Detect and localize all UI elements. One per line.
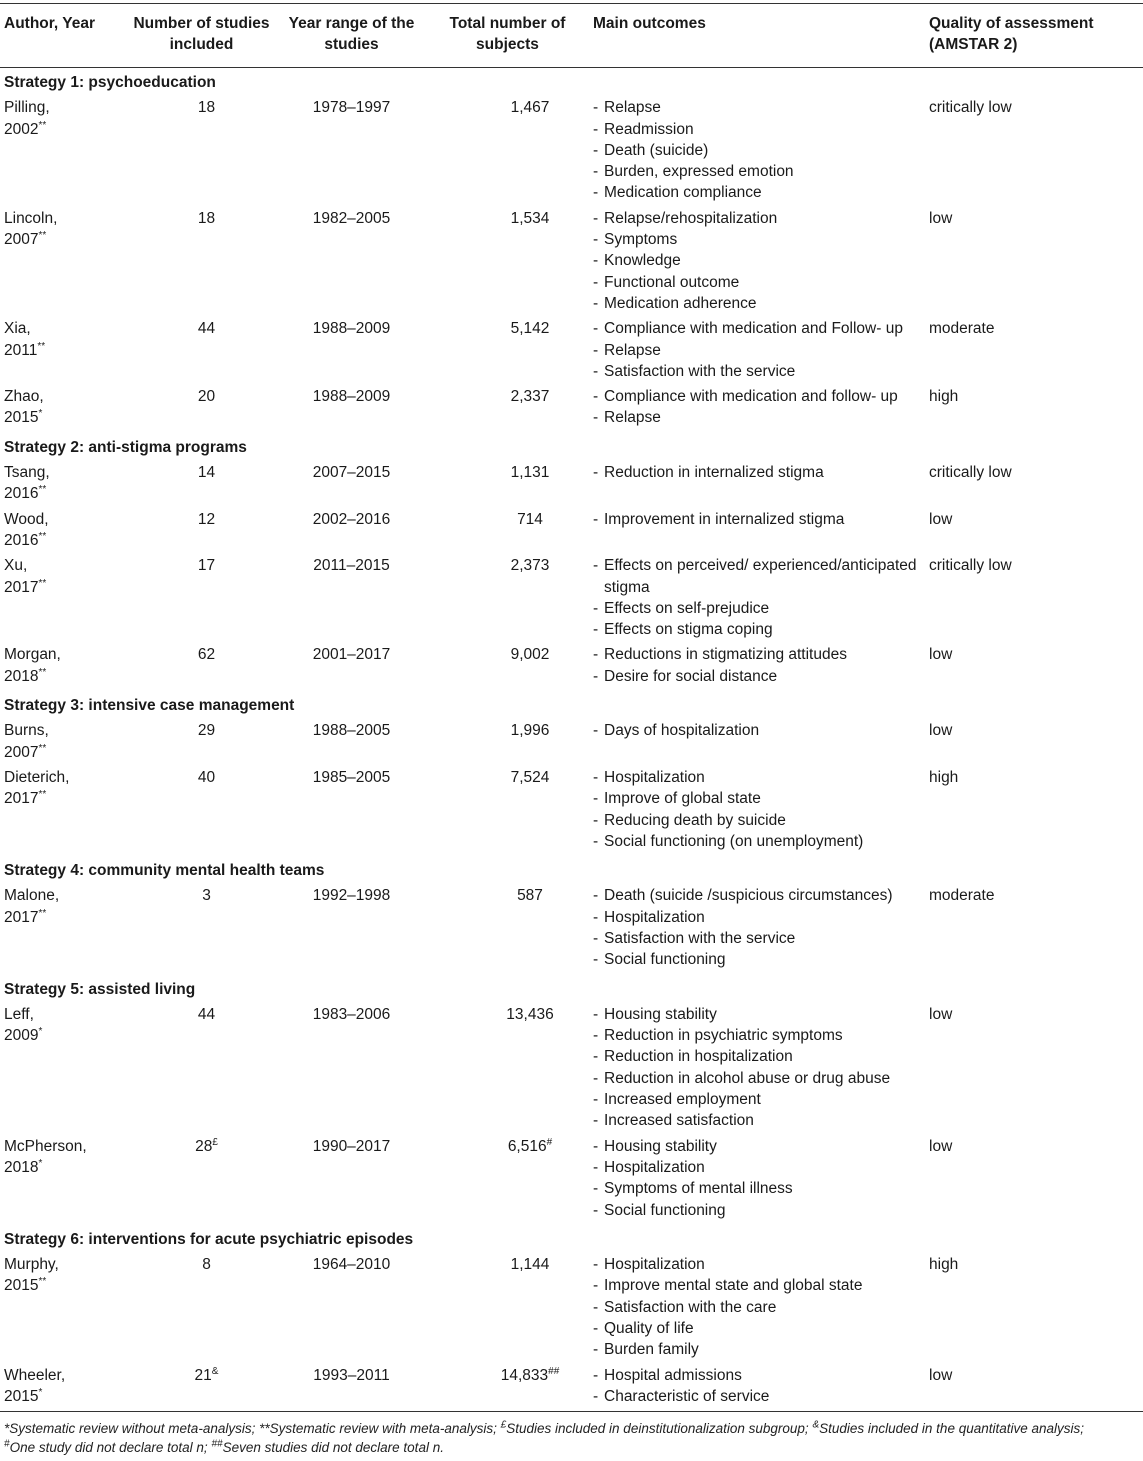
table-row [0, 462, 1143, 509]
author-name: Xia, [4, 320, 31, 338]
outcome-item: - Reduction in hospitalization [591, 1046, 925, 1067]
quality-assessment-cell: low [929, 722, 953, 740]
total-footnote-mark: ## [548, 1365, 560, 1377]
header-main-outcomes: Main outcomes [593, 15, 706, 32]
total-subjects: 1,131 [510, 464, 550, 482]
review-type-mark: ** [38, 530, 47, 542]
strategy-heading-row [0, 68, 1143, 98]
outcome-list [591, 509, 925, 530]
table-header [0, 4, 1143, 68]
number-of-studies-cell [126, 318, 277, 386]
outcome-item: - Hospitalization [591, 1157, 925, 1178]
review-type-mark: * [38, 408, 43, 420]
author-name: Dieterich, [4, 768, 70, 786]
number-of-studies: 12 [197, 510, 216, 528]
review-type-mark: * [38, 1157, 43, 1169]
strategy-title: Strategy 2: anti-stigma programs [4, 438, 247, 456]
outcome-item: - Effects on stigma coping [591, 619, 925, 640]
table-row [0, 1004, 1143, 1136]
publication-year: 2015 [4, 1277, 39, 1295]
outcome-item: - Knowledge [591, 250, 925, 271]
outcome-list [591, 462, 925, 483]
table-row [0, 97, 1143, 207]
outcome-item: - Relapse [591, 97, 925, 118]
total-subjects: 2,373 [510, 557, 550, 575]
total-subjects-cell [426, 644, 589, 691]
publication-year: 2017 [4, 578, 39, 596]
author-year-cell [0, 208, 126, 318]
main-outcomes-cell [589, 555, 925, 644]
author-year-cell [0, 644, 126, 691]
quality-assessment-cell: low [929, 1366, 953, 1384]
outcome-item: - Medication adherence [591, 293, 925, 314]
total-subjects: 587 [517, 887, 543, 905]
number-of-studies: 14 [197, 464, 216, 482]
author-year-cell [0, 97, 126, 207]
outcome-item: - Satisfaction with the service [591, 928, 925, 949]
outcome-list [591, 208, 925, 314]
number-of-studies-cell [126, 1365, 277, 1412]
review-type-mark: * [38, 1386, 43, 1398]
outcome-item: - Improve mental state and global state [591, 1275, 925, 1296]
main-outcomes-cell [589, 1365, 925, 1412]
outcome-item: - Death (suicide) [591, 140, 925, 161]
number-of-studies-cell [126, 767, 277, 856]
outcome-item: - Symptoms of mental illness [591, 1178, 925, 1199]
outcome-item: - Housing stability [591, 1004, 925, 1025]
year-range-cell: 1978–1997 [312, 99, 391, 117]
total-subjects: 5,142 [510, 320, 550, 338]
footnote-line-2: #One study did not declare total n; ##Seven studies did not declare total n. [4, 1438, 444, 1455]
table-row [0, 720, 1143, 767]
outcome-item: - Relapse/rehospitalization [591, 208, 925, 229]
publication-year: 2009 [4, 1027, 39, 1045]
publication-year: 2016 [4, 531, 39, 549]
main-outcomes-cell [589, 509, 925, 556]
total-subjects: 1,144 [510, 1256, 550, 1274]
outcome-item: - Burden family [591, 1339, 925, 1360]
outcome-item: - Hospital admissions [591, 1365, 925, 1386]
outcome-item: - Social functioning [591, 1200, 925, 1221]
author-name: Pilling, [4, 99, 50, 117]
publication-year: 2015 [4, 409, 39, 427]
number-of-studies-cell [126, 720, 277, 767]
outcome-item: - Reduction in alcohol abuse or drug abuse [591, 1068, 925, 1089]
header-row [0, 4, 1143, 68]
total-subjects-cell [426, 885, 589, 974]
author-year-cell [0, 1254, 126, 1364]
table-row [0, 555, 1143, 644]
outcome-item: - Housing stability [591, 1136, 925, 1157]
number-of-studies-cell [126, 644, 277, 691]
main-outcomes-cell [589, 1254, 925, 1364]
number-of-studies: 8 [202, 1256, 211, 1274]
total-subjects-cell [426, 509, 589, 556]
author-name: Lincoln, [4, 209, 58, 227]
outcome-list [591, 720, 925, 741]
table-body [0, 68, 1143, 1412]
strategy-heading-row [0, 691, 1143, 720]
outcome-item: - Functional outcome [591, 272, 925, 293]
year-range-cell: 1982–2005 [312, 209, 391, 227]
outcome-item: - Social functioning (on unemployment) [591, 831, 925, 852]
quality-assessment-cell: low [929, 1137, 953, 1155]
outcome-item: - Characteristic of service [591, 1386, 925, 1407]
outcome-item: - Hospitalization [591, 767, 925, 788]
total-subjects-cell [426, 1254, 589, 1364]
table-row [0, 509, 1143, 556]
total-subjects-cell [426, 1136, 589, 1225]
total-subjects-cell [426, 318, 589, 386]
author-year-cell [0, 1365, 126, 1412]
outcome-item: - Effects on perceived/ experienced/anticipated stigma [591, 555, 925, 598]
outcome-item: - Reduction in psychiatric symptoms [591, 1025, 925, 1046]
strategy-title: Strategy 6: interventions for acute psychiatric episodes [4, 1230, 414, 1248]
number-of-studies-cell [126, 1004, 277, 1136]
author-year-cell [0, 555, 126, 644]
outcome-item: - Improvement in internalized stigma [591, 509, 925, 530]
header-quality: Quality of assessment (AMSTAR 2) [929, 15, 1094, 53]
number-of-studies-cell [126, 97, 277, 207]
review-type-mark: ** [38, 789, 47, 801]
number-of-studies-cell [126, 208, 277, 318]
header-author-year: Author, Year [4, 15, 96, 32]
year-range-cell: 1990–2017 [312, 1137, 391, 1155]
author-year-cell [0, 1136, 126, 1225]
header-number-of-studies: Number of studies included [133, 15, 270, 53]
publication-year: 2017 [4, 908, 39, 926]
outcome-list [591, 1136, 925, 1221]
author-year-cell [0, 720, 126, 767]
table-row [0, 1254, 1143, 1364]
year-range-cell: 2011–2015 [313, 557, 390, 575]
review-type-mark: * [38, 1026, 43, 1038]
outcome-item: - Reductions in stigmatizing attitudes [591, 644, 925, 665]
outcome-item: - Readmission [591, 119, 925, 140]
total-subjects-cell [426, 1004, 589, 1136]
total-subjects: 1,996 [510, 722, 550, 740]
main-outcomes-cell [589, 720, 925, 767]
total-subjects-cell [426, 386, 589, 433]
author-name: Wheeler, [4, 1366, 66, 1384]
outcome-item: - Effects on self-prejudice [591, 598, 925, 619]
outcome-item: - Compliance with medication and follow- up [591, 386, 925, 407]
number-of-studies-cell [126, 386, 277, 433]
total-subjects: 13,436 [506, 1005, 554, 1023]
author-name: Murphy, [4, 1256, 59, 1274]
main-outcomes-cell [589, 97, 925, 207]
quality-assessment-cell: high [929, 1256, 959, 1274]
total-footnote-mark: # [546, 1136, 553, 1148]
outcome-list [591, 1365, 925, 1408]
quality-assessment-cell: critically low [929, 464, 1012, 482]
total-subjects-cell [426, 720, 589, 767]
review-type-mark: ** [37, 340, 46, 352]
outcome-item: - Reduction in internalized stigma [591, 462, 925, 483]
strategy-title: Strategy 1: psychoeducation [4, 74, 216, 91]
author-name: Leff, [4, 1005, 34, 1023]
outcome-item: - Improve of global state [591, 788, 925, 809]
review-type-mark: ** [38, 907, 47, 919]
number-of-studies: 44 [197, 1005, 216, 1023]
table-row [0, 1136, 1143, 1225]
year-range-cell: 1985–2005 [312, 768, 391, 786]
quality-assessment-cell: low [929, 510, 953, 528]
number-of-studies: 62 [197, 646, 216, 664]
author-name: McPherson, [4, 1137, 87, 1155]
year-range-cell: 2007–2015 [312, 464, 391, 482]
quality-assessment-cell: high [929, 768, 959, 786]
outcome-item: - Increased satisfaction [591, 1110, 925, 1131]
year-range-cell: 2001–2017 [312, 646, 391, 664]
outcome-list [591, 386, 925, 429]
outcome-item: - Days of hospitalization [591, 720, 925, 741]
total-subjects: 7,524 [510, 768, 550, 786]
number-of-studies: 20 [197, 388, 216, 406]
table-row [0, 1365, 1143, 1412]
total-subjects-cell [426, 462, 589, 509]
publication-year: 2002 [4, 120, 39, 138]
main-outcomes-cell [589, 318, 925, 386]
table-row [0, 644, 1143, 691]
publication-year: 2007 [4, 231, 39, 249]
year-range-cell: 1964–2010 [312, 1256, 391, 1274]
author-name: Malone, [4, 887, 60, 905]
main-outcomes-cell [589, 386, 925, 433]
number-of-studies: 17 [197, 557, 216, 575]
author-year-cell [0, 462, 126, 509]
main-outcomes-cell [589, 462, 925, 509]
outcome-item: - Death (suicide /suspicious circumstances) [591, 885, 925, 906]
year-range-cell: 1983–2006 [312, 1005, 391, 1023]
quality-assessment-cell: low [929, 1005, 953, 1023]
number-of-studies: 40 [197, 768, 216, 786]
number-footnote-mark: £ [212, 1136, 218, 1148]
publication-year: 2018 [4, 1158, 39, 1176]
number-of-studies: 44 [197, 320, 216, 338]
number-of-studies-cell [126, 509, 277, 556]
publication-year: 2007 [4, 743, 39, 761]
publication-year: 2015 [4, 1387, 39, 1405]
author-year-cell [0, 767, 126, 856]
review-type-mark: ** [38, 484, 47, 496]
author-name: Burns, [4, 722, 49, 740]
strategy-title: Strategy 3: intensive case management [4, 697, 295, 715]
strategy-heading-row [0, 975, 1143, 1004]
main-outcomes-cell [589, 1136, 925, 1225]
publication-year: 2017 [4, 790, 39, 808]
review-type-mark: ** [38, 119, 47, 131]
quality-assessment-cell: critically low [929, 557, 1012, 575]
year-range-cell: 1992–1998 [312, 887, 391, 905]
table-row [0, 208, 1143, 318]
year-range-cell: 1988–2009 [312, 388, 391, 406]
outcome-item: - Relapse [591, 407, 925, 428]
strategy-title: Strategy 4: community mental health teams [4, 862, 325, 880]
main-outcomes-cell [589, 208, 925, 318]
outcome-item: - Medication compliance [591, 182, 925, 203]
quality-assessment-cell: low [929, 646, 953, 664]
author-year-cell [0, 509, 126, 556]
studies-table [0, 3, 1143, 1412]
main-outcomes-cell [589, 767, 925, 856]
outcome-list [591, 767, 925, 852]
number-of-studies: 29 [197, 722, 216, 740]
main-outcomes-cell [589, 885, 925, 974]
number-of-studies: 18 [197, 99, 216, 117]
outcome-item: - Burden, expressed emotion [591, 161, 925, 182]
header-total-subjects: Total number of subjects [449, 15, 566, 53]
review-type-mark: ** [38, 742, 47, 754]
outcome-item: - Satisfaction with the service [591, 361, 925, 382]
number-of-studies-cell [126, 1136, 277, 1225]
review-type-mark: ** [38, 1276, 47, 1288]
publication-year: 2018 [4, 667, 39, 685]
outcome-item: - Compliance with medication and Follow- up [591, 318, 925, 339]
author-year-cell [0, 386, 126, 433]
outcome-list [591, 1254, 925, 1360]
outcome-item: - Relapse [591, 340, 925, 361]
number-of-studies-cell [126, 555, 277, 644]
header-year-range: Year range of the studies [288, 15, 415, 53]
quality-assessment-cell: low [929, 209, 953, 227]
outcome-item: - Increased employment [591, 1089, 925, 1110]
review-type-mark: ** [38, 666, 47, 678]
number-of-studies-cell [126, 1254, 277, 1364]
author-year-cell [0, 318, 126, 386]
outcome-item: - Hospitalization [591, 1254, 925, 1275]
footnote-line-1: *Systematic review without meta-analysis; **Systematic review with meta-analysis; £Studies included in deinstitutionalization subgroup; &Studies included in the quantitative analysis; [4, 1419, 1085, 1436]
table-row [0, 885, 1143, 974]
number-of-studies-cell [126, 462, 277, 509]
table-row [0, 318, 1143, 386]
outcome-list [591, 318, 925, 382]
total-subjects-cell [426, 1365, 589, 1412]
year-range-cell: 1988–2005 [312, 722, 391, 740]
outcome-item: - Social functioning [591, 949, 925, 970]
strategy-heading-row [0, 1225, 1143, 1254]
quality-assessment-cell: moderate [929, 320, 995, 338]
number-of-studies: 3 [202, 887, 211, 905]
table-footnote [4, 1419, 1140, 1457]
outcome-item: - Symptoms [591, 229, 925, 250]
total-subjects-cell [426, 767, 589, 856]
total-subjects-cell [426, 555, 589, 644]
total-subjects: 1,467 [510, 99, 550, 117]
year-range-cell: 1988–2009 [312, 320, 391, 338]
main-outcomes-cell [589, 1004, 925, 1136]
outcome-list [591, 1004, 925, 1132]
publication-year: 2016 [4, 485, 39, 503]
table-row [0, 767, 1143, 856]
strategy-title: Strategy 5: assisted living [4, 980, 196, 998]
total-subjects: 14,833 [500, 1366, 549, 1384]
outcome-item: - Satisfaction with the care [591, 1297, 925, 1318]
outcome-item: - Desire for social distance [591, 666, 925, 687]
total-subjects: 1,534 [510, 209, 550, 227]
quality-assessment-cell: moderate [929, 887, 995, 905]
year-range-cell: 1993–2011 [313, 1366, 390, 1384]
strategy-heading-row [0, 433, 1143, 462]
author-name: Zhao, [4, 388, 44, 406]
outcome-list [591, 644, 925, 687]
author-name: Xu, [4, 557, 28, 575]
publication-year: 2011 [4, 341, 38, 359]
outcome-list [591, 97, 925, 203]
quality-assessment-cell: critically low [929, 99, 1012, 117]
author-year-cell [0, 1004, 126, 1136]
strategy-heading-row [0, 856, 1143, 885]
total-subjects: 6,516 [507, 1137, 547, 1155]
total-subjects-cell [426, 208, 589, 318]
author-name: Morgan, [4, 646, 61, 664]
total-subjects-cell [426, 97, 589, 207]
number-of-studies: 21 [194, 1366, 212, 1384]
total-subjects: 9,002 [510, 646, 550, 664]
table-row [0, 386, 1143, 433]
total-subjects: 2,337 [510, 388, 550, 406]
number-of-studies-cell [126, 885, 277, 974]
year-range-cell: 2002–2016 [312, 510, 391, 528]
outcome-item: - Reducing death by suicide [591, 810, 925, 831]
number-of-studies: 28 [195, 1137, 213, 1155]
outcome-item: - Hospitalization [591, 907, 925, 928]
outcome-list [591, 555, 925, 640]
review-type-mark: ** [38, 577, 47, 589]
quality-assessment-cell: high [929, 388, 959, 406]
number-of-studies: 18 [197, 209, 216, 227]
main-outcomes-cell [589, 644, 925, 691]
total-subjects: 714 [517, 510, 543, 528]
author-name: Tsang, [4, 464, 50, 482]
review-type-mark: ** [38, 229, 47, 241]
outcome-item: - Quality of life [591, 1318, 925, 1339]
outcome-list [591, 885, 925, 970]
number-footnote-mark: & [211, 1365, 219, 1377]
author-year-cell [0, 885, 126, 974]
author-name: Wood, [4, 510, 49, 528]
